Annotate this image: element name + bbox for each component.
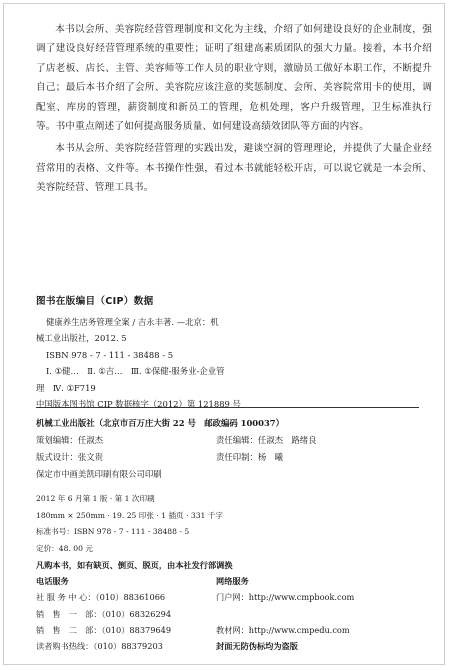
portal-url: 门户网：http://www.cmpbook.com [216,592,355,603]
book-format: 180mm × 250mm · 19. 25 印张 · 1 插页 · 331 千字 [36,510,223,520]
print-info-block [36,491,432,557]
print-supervisor: 责任印制：杨 曦 [216,452,283,462]
book-isbn: 标准书号：ISBN 978 - 7 - 111 - 38488 - 5 [36,527,190,536]
cip-record-number: 中国版本图书馆 CIP 数据核字（2012）第 121889 号 [36,399,241,410]
service-row [36,622,432,638]
editor-row [36,432,432,449]
book-price: 定价：48. 00 元 [36,543,93,553]
footer-block [36,557,432,654]
design-row [36,449,432,466]
cip-line: 健康养生店务管理全案 / 吉永丰著. —北京：机 [46,317,219,327]
planning-editor: 策划编辑：任淑杰 [36,435,103,445]
printer: 保定市中画美凯印刷有限公司印刷 [36,469,162,479]
cip-line: Ⅰ. ①健… Ⅱ. ①吉… Ⅲ. ①保健-服务业-企业管 [46,366,225,377]
phone-service-label: 电话服务 [36,576,69,587]
sales-dept-2-phone: 销 售 二 部：（010）88379649 [36,624,172,635]
intro-paragraph-1: 本书以会所、美容院经营管理制度和文化为主线，介绍了如何建设良好的企业制度，强调了建设良好经营管理系统的重要性；证明了组建高素质团队的强大力量。接着，本书介绍了店老板、店长、主管、美容师等工作人员的职业守则，激励员工做好本职工作，不断提升自己；最后本书介绍了会所、美容院应该注意的奖惩制度、会所、美容院常用卡的使用，调配室、库房的管理，薪资制度和新员工的管理，危机处理，客户升级管理，卫生标准执行等。书中重点阐述了如何提高服务质量、如何建设高绩效团队等方面的内容。 [36,24,432,133]
service-row [36,606,432,622]
anti-counterfeit-notice: 封面无防伪标均为盗版 [216,640,298,651]
cip-isbn: ISBN 978 - 7 - 111 - 38488 - 5 [46,349,174,360]
social-service-phone: 社 服 务 中 心：（010）88361066 [36,592,166,603]
publisher-block [36,415,432,483]
cip-block [36,314,432,412]
intro-section [36,20,432,201]
edu-url: 教材网：http://www.cmpedu.com [216,624,350,635]
service-row [36,589,432,605]
layout-design: 版式设计：张文贵 [36,452,103,462]
cip-line: 理 Ⅳ. ①F719 [36,382,96,393]
service-row [36,638,432,654]
publisher-name: 机械工业出版社（北京市百万庄大街 22 号 邮政编码 100037） [36,418,284,428]
sales-dept-1-phone: 销 售 一 部：（010）68326294 [36,608,172,619]
reader-hotline: 读者购书热线：（010）88379203 [36,640,163,651]
cip-line: 械工业出版社，2012. 5 [36,333,127,344]
cip-heading: 图书在版编目（CIP）数据 [36,296,154,307]
edition: 2012 年 6 月第 1 版 · 第 1 次印刷 [36,494,155,503]
service-header-row [36,573,432,589]
network-service-label: 网络服务 [216,576,249,587]
intro-paragraph-2: 本书从会所、美容院经营管理的实践出发，避谈空洞的管理理论，并提供了大量企业经营常用的表格、文件等。本书操作性强，看过本书就能轻松开店，可以说它就是一本会所、美容院经营、管理工具书。 [36,143,432,194]
responsible-editor: 责任编辑：任淑杰 路绪良 [216,435,317,445]
return-notice: 凡购本书，如有缺页、倒页、脱页，由本社发行部调换 [36,560,233,570]
divider-line [36,407,419,408]
